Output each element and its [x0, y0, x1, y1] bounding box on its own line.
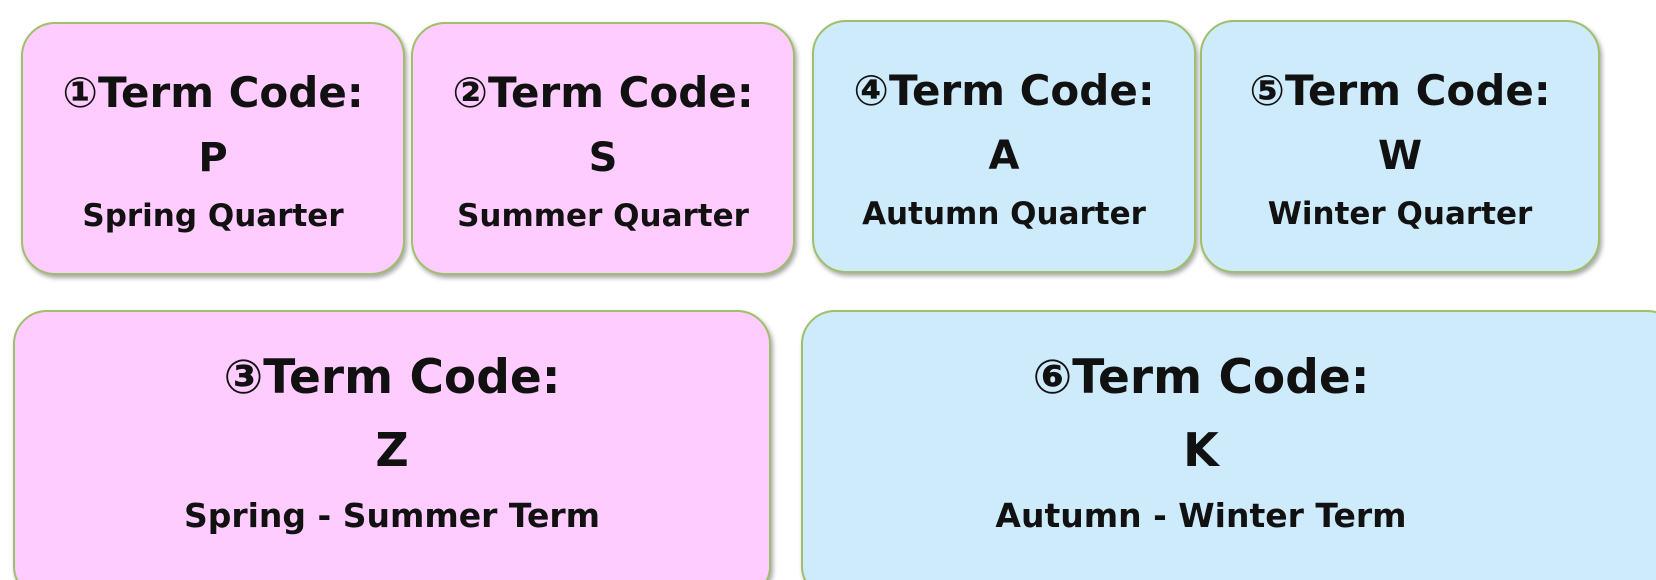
- term-code: W: [1377, 133, 1423, 179]
- term-code: P: [198, 135, 228, 181]
- term-name: Winter Quarter: [1267, 196, 1533, 232]
- term-code-label: Term Code:: [1072, 350, 1370, 405]
- term-card-autumn-quarter: [812, 20, 1196, 273]
- term-card-heading: [1249, 66, 1551, 115]
- term-number: ①: [62, 68, 98, 117]
- term-number: ⑥: [1032, 350, 1073, 405]
- term-name: Summer Quarter: [457, 198, 749, 234]
- term-card-winter-quarter: [1200, 20, 1600, 273]
- term-code: Z: [375, 423, 409, 477]
- term-number: ③: [223, 350, 264, 405]
- term-card-heading: [1032, 350, 1370, 405]
- term-card-heading: [62, 68, 364, 117]
- term-card-heading: [853, 66, 1155, 115]
- term-code-label: Term Code:: [97, 68, 364, 117]
- term-card-spring-quarter: [21, 22, 405, 275]
- term-code: S: [588, 135, 618, 181]
- term-name: Spring Quarter: [82, 198, 344, 234]
- term-card-heading: [223, 350, 561, 405]
- term-card-heading: [452, 68, 754, 117]
- term-name: Autumn Quarter: [862, 196, 1146, 232]
- term-name: Autumn - Winter Term: [995, 496, 1407, 535]
- term-number: ②: [452, 68, 488, 117]
- term-code-label: Term Code:: [487, 68, 754, 117]
- term-code-label: Term Code:: [1284, 66, 1551, 115]
- term-number: ⑤: [1249, 66, 1285, 115]
- term-card-spring-summer-term: [13, 310, 771, 580]
- term-number: ④: [853, 66, 889, 115]
- term-name: Spring - Summer Term: [183, 496, 601, 535]
- term-card-autumn-winter-term: [801, 310, 1656, 580]
- term-card-summer-quarter: [411, 22, 795, 275]
- term-code-label: Term Code:: [263, 350, 561, 405]
- term-code: A: [988, 133, 1020, 179]
- term-code-label: Term Code:: [888, 66, 1155, 115]
- term-code: K: [1183, 423, 1219, 477]
